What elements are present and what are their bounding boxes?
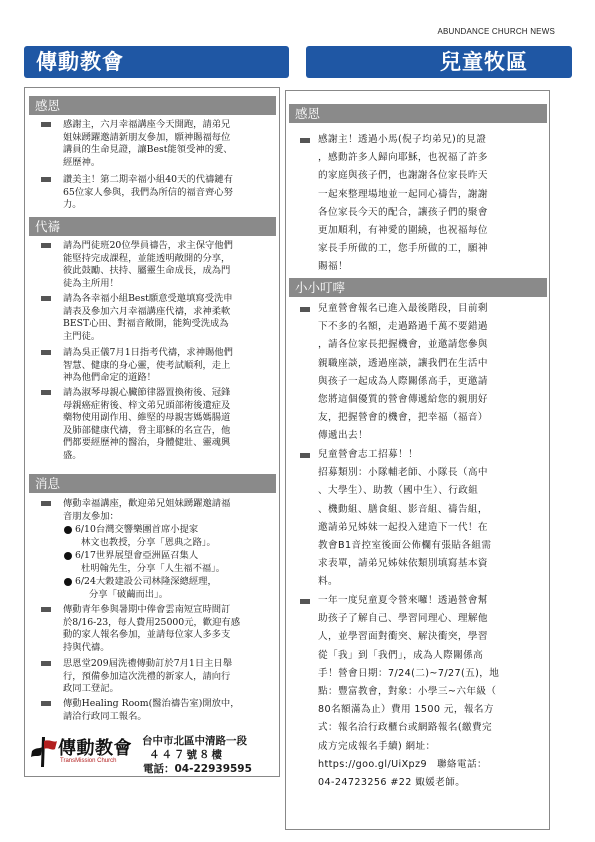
square-bullet-icon	[41, 501, 51, 506]
sub-list-item: 6/10台灣交響樂團首席小提家 林文也教授，分享「恩典之路」。	[75, 524, 275, 549]
square-bullet-icon	[41, 243, 51, 248]
list-item: 傳動青年參與暑期中俸會雲南短宣時間訂 於8/16-23，每人費用25000元，歡迎有感 動的家人報名參加，並請每位家人多多支 持與代禱。	[63, 604, 275, 654]
section-label-news: 消息	[29, 474, 276, 493]
right-column-title: 兒童牧區	[306, 46, 572, 78]
left-panel	[24, 87, 280, 777]
square-bullet-icon	[41, 661, 51, 666]
square-bullet-icon	[41, 296, 51, 301]
dot-bullet-icon	[64, 578, 72, 586]
address-line-2: ４４７號８樓	[149, 749, 224, 761]
list-item: 感謝主！透過小馬(倪子均弟兄)的見證 ，感動許多人歸向耶穌，也祝福了許多 的家庭與孩子們，也謝謝各位家長昨天 一起來整理場地並一起同心禱告，謝謝 各位家長今天的配合，讓孩子們的聚會 更加順利，有神愛的圍繞，也祝福每位 家長手所做的工，您手所做的工，願神 賜福！	[318, 131, 546, 277]
right-column-header	[306, 46, 572, 78]
logo-name: 傳動教會	[58, 738, 132, 759]
publication-name: ABUNDANCE CHURCH NEWS	[437, 27, 555, 36]
list-item: 請為門徒班20位學員禱告，求主保守他們 能堅持完成課程，並能透明敞開的分享， 彼此鼓勵、扶持、屬靈生命成長，成為門 徒為主所用！	[63, 240, 275, 290]
list-item: 傳動Healing Room(醫治禱告室)開放中， 請洽行政同工報名。	[63, 698, 275, 723]
list-item: 傳動幸福講座，歡迎弟兄姐妹踴躍邀請福 音朋友參加：	[63, 498, 275, 523]
list-item: 兒童營會志工招募！！ 招募類別：小隊輔老師、小隊長（高中 、大學生）、助教（國中生）、行政組 、機動組、膳食組、影音組、禱告組， 邀請弟兄姊妹一起投入建造下一代！在 教會B1音控室後面公佈欄有張貼各組需 求表單，請弟兄姊妹依類別填寫基本資 料。	[318, 446, 546, 592]
square-bullet-icon	[41, 122, 51, 127]
square-bullet-icon	[300, 138, 310, 143]
cross-flag-logo-icon	[30, 735, 58, 769]
square-bullet-icon	[41, 701, 51, 706]
logo-english-name: TransMission Church	[60, 758, 117, 764]
square-bullet-icon	[41, 390, 51, 395]
square-bullet-icon	[300, 599, 310, 604]
square-bullet-icon	[41, 607, 51, 612]
square-bullet-icon	[300, 307, 310, 312]
square-bullet-icon	[41, 177, 51, 182]
left-column-title: 傳動教會	[24, 46, 289, 78]
dot-bullet-icon	[64, 526, 72, 534]
list-item: 請為各幸福小組Best願意受邀填寫受洗申 請表及參加六月幸福講座代禱，求神柔軟 BEST心田、對福音敞開，能夠受洗成為 主門徒。	[63, 293, 275, 343]
list-item: 請為淑琴母親心臟節律器置換術後、冠鋒 母親癌症術後、梓文弟兄頭部術後遺症及 藥物使用副作用、維堅的母親害媽媽腸道 及肺部健康代禱，脅主耶穌的名宣告，他 們都要經歷神的醫治，身體健壯、靈魂興 盛。	[63, 387, 275, 462]
sub-list-item: 6/17世界展望會亞洲區召集人 杜明翰先生，分享「人生福不福」。	[75, 550, 275, 575]
phone-number: 電話：04-22939595	[143, 763, 252, 775]
address-line-1: 台中市北區中清路一段	[142, 735, 247, 747]
section-label-thanks: 感恩	[289, 104, 547, 123]
list-item: 感謝主，六月幸福講座今天開跑，請弟兄 姐妹踴躍邀請新朋友參加，願神賜福每位 講員的生命見證，讓Best能領受神的愛、 經歷神。	[63, 119, 275, 169]
section-label-reminders: 小小叮嚀	[289, 278, 547, 297]
sub-list-item: 6/24大穀建設公司林隆深總經理， 分享「破繭而出」。	[75, 576, 275, 601]
dot-bullet-icon	[64, 552, 72, 560]
list-item: 思恩堂209屆洗禮傳動訂於7月1日主日舉 行，預備參加這次洗禮的新家人，請向行 政同工登記。	[63, 658, 275, 696]
list-item: 請為吳正儀7月1日指考代禱，求神賜他們 智慧、健康的身心靈，使考試順利，走上 神為他們命定的道路！	[63, 347, 275, 385]
square-bullet-icon	[300, 453, 310, 458]
church-footer	[30, 733, 275, 775]
list-item: 讚美主！第二期幸福小組40天的代禱鏈有 65位家人參與，我們為所信的福音齊心努 力。	[63, 174, 275, 212]
list-item: 兒童營會報名已進入最後階段，目前剩 下不多的名額，走過路過千萬不要錯過 ，請各位家長把握機會，並邀請您參與 親職座談，透過座談，讓我們在生活中 與孩子一起成為人際關係高手，更邀請 您將這個優質的營會傳遞給您的親朋好 友，把握營會的機會，把幸福（福音） 傳遞出去！	[318, 300, 546, 446]
square-bullet-icon	[41, 350, 51, 355]
section-label-thanks: 感恩	[29, 96, 276, 115]
right-panel	[285, 90, 550, 830]
left-column-header	[24, 46, 289, 78]
list-item: 一年一度兒童夏令營來囉！透過營會幫 助孩子了解自己、學習同理心、理解他 人，並學習面對衝突、解決衝突，學習 從「我」到「我們」，成為人際關係高 手！營會日期：7/24(二)~7/27(五)，地 點：豐富教會，對象：小學三~六年級（ 80名額滿為止）費用 1500 元，報名方 式：報名洽行政櫃台或網路報名(繳費完 成方完成報名手續) 網址： https://goo.gl/UiXpz9 聯絡電話： 04-24723256 #22 娵媛老師。	[318, 592, 546, 792]
section-label-prayer: 代禱	[29, 217, 276, 236]
